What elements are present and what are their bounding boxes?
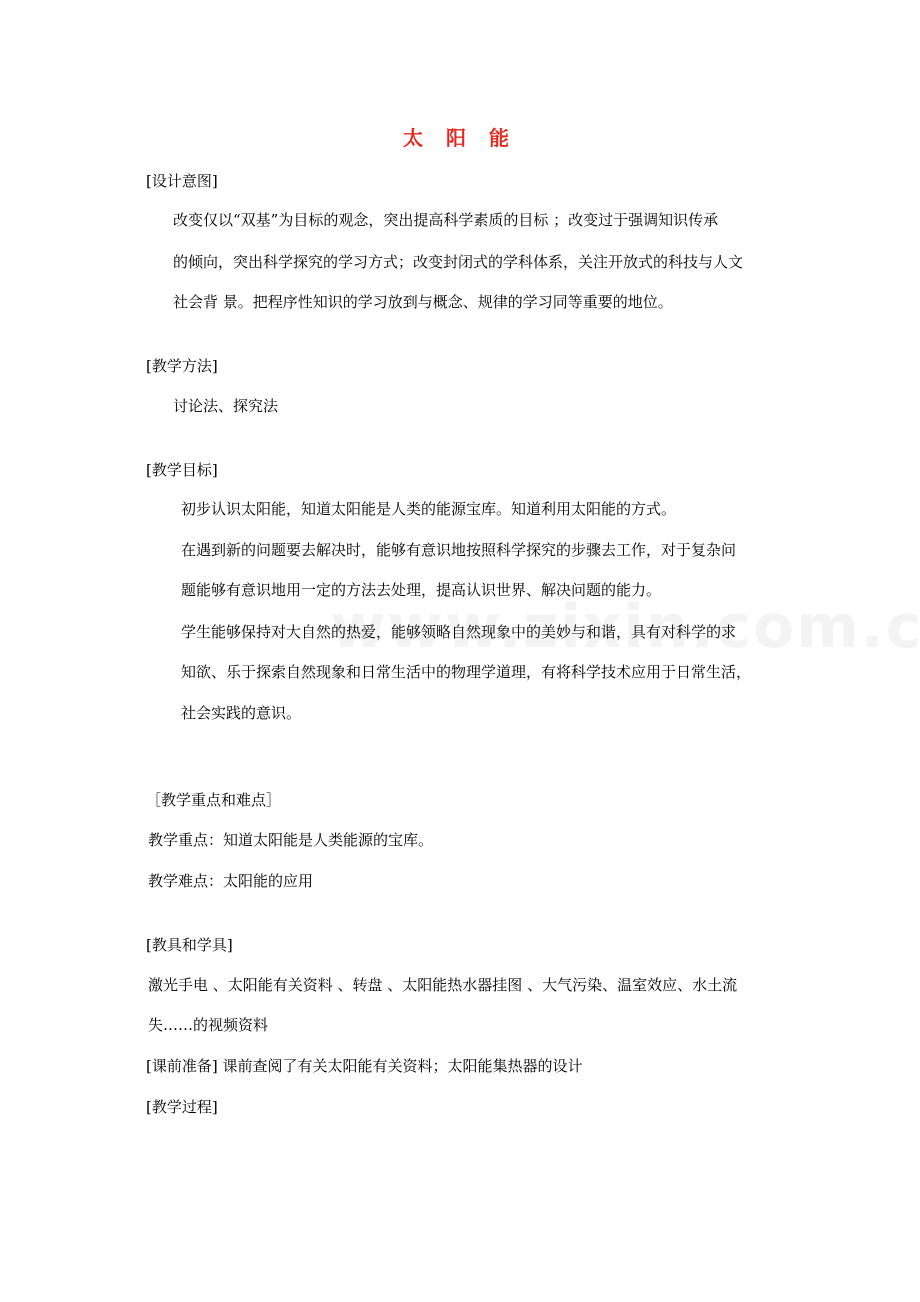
tools-line: 失……的视频资料 (148, 1016, 269, 1034)
section-heading-method: [教学方法] (146, 357, 218, 375)
goal-line: 知欲、乐于探索自然现象和日常生活中的物理学道理，有将科学技术应用于日常生活， (181, 663, 752, 681)
section-heading-design: [设计意图] (146, 172, 218, 190)
goal-line: 学生能够保持对大自然的热爱，能够领略自然现象中的美妙与和谐，具有对科学的求 (181, 623, 737, 641)
goal-line: 在遇到新的问题要去解决时，能够有意识地按照科学探究的步骤去工作，对于复杂问 (181, 541, 737, 559)
section-heading-keypoints: ［教学重点和难点］ (146, 791, 282, 809)
design-line: 社会背 景。把程序性知识的学习放到与概念、规律的学习同等重要的地位。 (173, 293, 673, 311)
design-line: 的倾向，突出科学探究的学习方式；改变封闭式的学科体系，关注开放式的科技与人文 (173, 253, 744, 271)
tools-line: 激光手电 、太阳能有关资料 、转盘 、太阳能热水器挂图 、大气污染、温室效应、水土流 (148, 976, 738, 994)
key-difficulty: 教学难点：太阳能的应用 (148, 872, 314, 890)
section-heading-process: [教学过程] (146, 1098, 218, 1116)
design-line: 改变仅以“双基”为目标的观念，突出提高科学素质的目标 ；改变过于强调知识传承 (173, 211, 719, 229)
goal-line: 初步认识太阳能，知道太阳能是人类的能源宝库。知道利用太阳能的方式。 (181, 500, 677, 518)
goal-line: 社会实践的意识。 (181, 704, 302, 722)
section-heading-tools: [教具和学具] (146, 936, 233, 954)
page-title: 太 阳 能 (403, 126, 517, 150)
prep-line: [课前准备] 课前查阅了有关太阳能有关资料；太阳能集热器的设计 (146, 1057, 583, 1075)
section-heading-goals: [教学目标] (146, 461, 218, 479)
method-text: 讨论法、探究法 (173, 397, 279, 415)
key-focus: 教学重点：知道太阳能是人类能源的宝库。 (148, 831, 434, 849)
goal-line: 题能够有意识地用一定的方法去处理，提高认识世界、解决问题的能力。 (181, 581, 662, 599)
